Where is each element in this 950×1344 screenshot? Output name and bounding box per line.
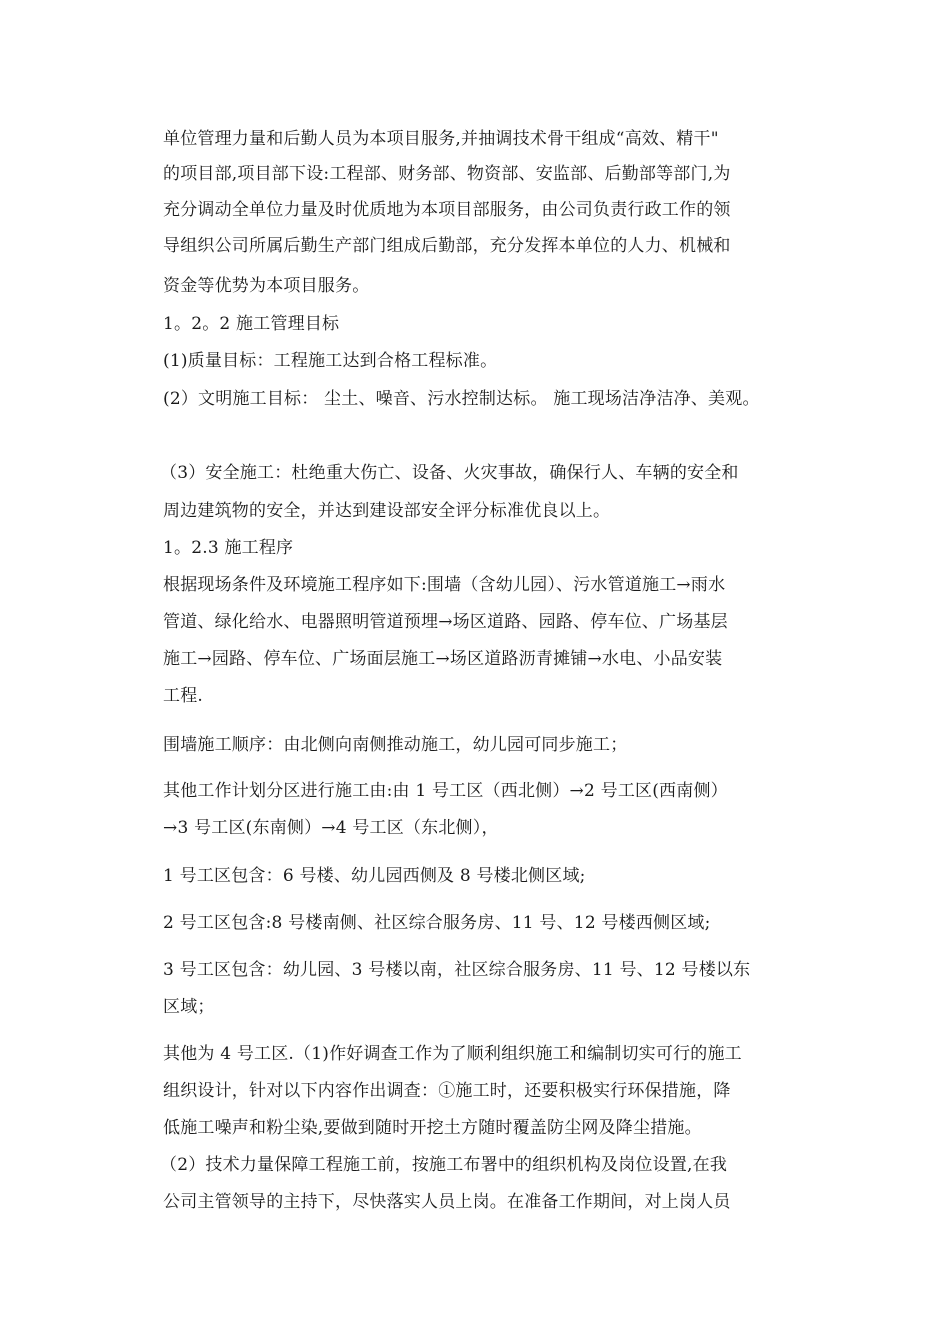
- text-line: （3）安全施工：杜绝重大伤亡、设备、火灾事故，确保行人、车辆的安全和: [160, 463, 739, 483]
- text-line: →3 号工区(东南侧）→4 号工区（东北侧），: [163, 818, 499, 838]
- text-line: 区域；: [163, 997, 215, 1017]
- text-line: 导组织公司所属后勤生产部门组成后勤部，充分发挥本单位的人力、机械和: [163, 236, 731, 256]
- text-line: 围墙施工顺序：由北侧向南侧推动施工，幼儿园可同步施工；: [163, 735, 628, 755]
- text-line: 1 号工区包含：6 号楼、幼儿园西侧及 8 号楼北侧区域;: [163, 866, 586, 886]
- text-line: (2）文明施工目标： 尘土、噪音、污水控制达标。 施工现场洁净洁净、美观。: [163, 389, 760, 409]
- text-line: 周边建筑物的安全，并达到建设部安全评分标准优良以上。: [163, 501, 611, 521]
- text-line: 的项目部,项目部下设:工程部、财务部、物资部、安监部、后勤部等部门,为: [163, 164, 731, 184]
- text-line: 工程.: [163, 686, 204, 706]
- text-line: 单位管理力量和后勤人员为本项目服务,并抽调技术骨干组成“高效、精干": [163, 129, 719, 149]
- text-line: 施工→园路、停车位、广场面层施工→场区道路沥青摊铺→水电、小品安装: [163, 649, 723, 669]
- text-line: 其他为 4 号工区.（1)作好调查工作为了顺利组织施工和编制切实可行的施工: [163, 1044, 742, 1064]
- text-line: （2）技术力量保障工程施工前，按施工布署中的组织机构及岗位设置,在我: [160, 1155, 728, 1175]
- text-line: 资金等优势为本项目服务。: [163, 276, 370, 296]
- text-line: 充分调动全单位力量及时优质地为本项目部服务，由公司负责行政工作的领: [163, 200, 731, 220]
- text-line: 组织设计，针对以下内容作出调查：①施工时，还要积极实行环保措施，降: [163, 1081, 731, 1101]
- section-heading: 1。2。2 施工管理目标: [163, 314, 340, 334]
- section-heading: 1。2.3 施工程序: [163, 538, 294, 558]
- text-line: 低施工噪声和粉尘染,要做到随时开挖土方随时覆盖防尘网及降尘措施。: [163, 1118, 702, 1138]
- text-line: 公司主管领导的主持下，尽快落实人员上岗。在准备工作期间，对上岗人员: [163, 1192, 731, 1212]
- text-line: 其他工作计划分区进行施工由:由 1 号工区（西北侧）→2 号工区(西南侧）: [163, 781, 728, 801]
- text-line: (1)质量目标：工程施工达到合格工程标准。: [163, 351, 498, 371]
- text-line: 管道、绿化给水、电器照明管道预埋→场区道路、园路、停车位、广场基层: [163, 612, 728, 632]
- text-line: 根据现场条件及环境施工程序如下:围墙（含幼儿园）、污水管道施工→雨水: [163, 575, 726, 595]
- text-line: 3 号工区包含：幼儿园、3 号楼以南，社区综合服务房、11 号、12 号楼以东: [163, 960, 751, 980]
- text-line: 2 号工区包含:8 号楼南侧、社区综合服务房、11 号、12 号楼西侧区域;: [163, 913, 711, 933]
